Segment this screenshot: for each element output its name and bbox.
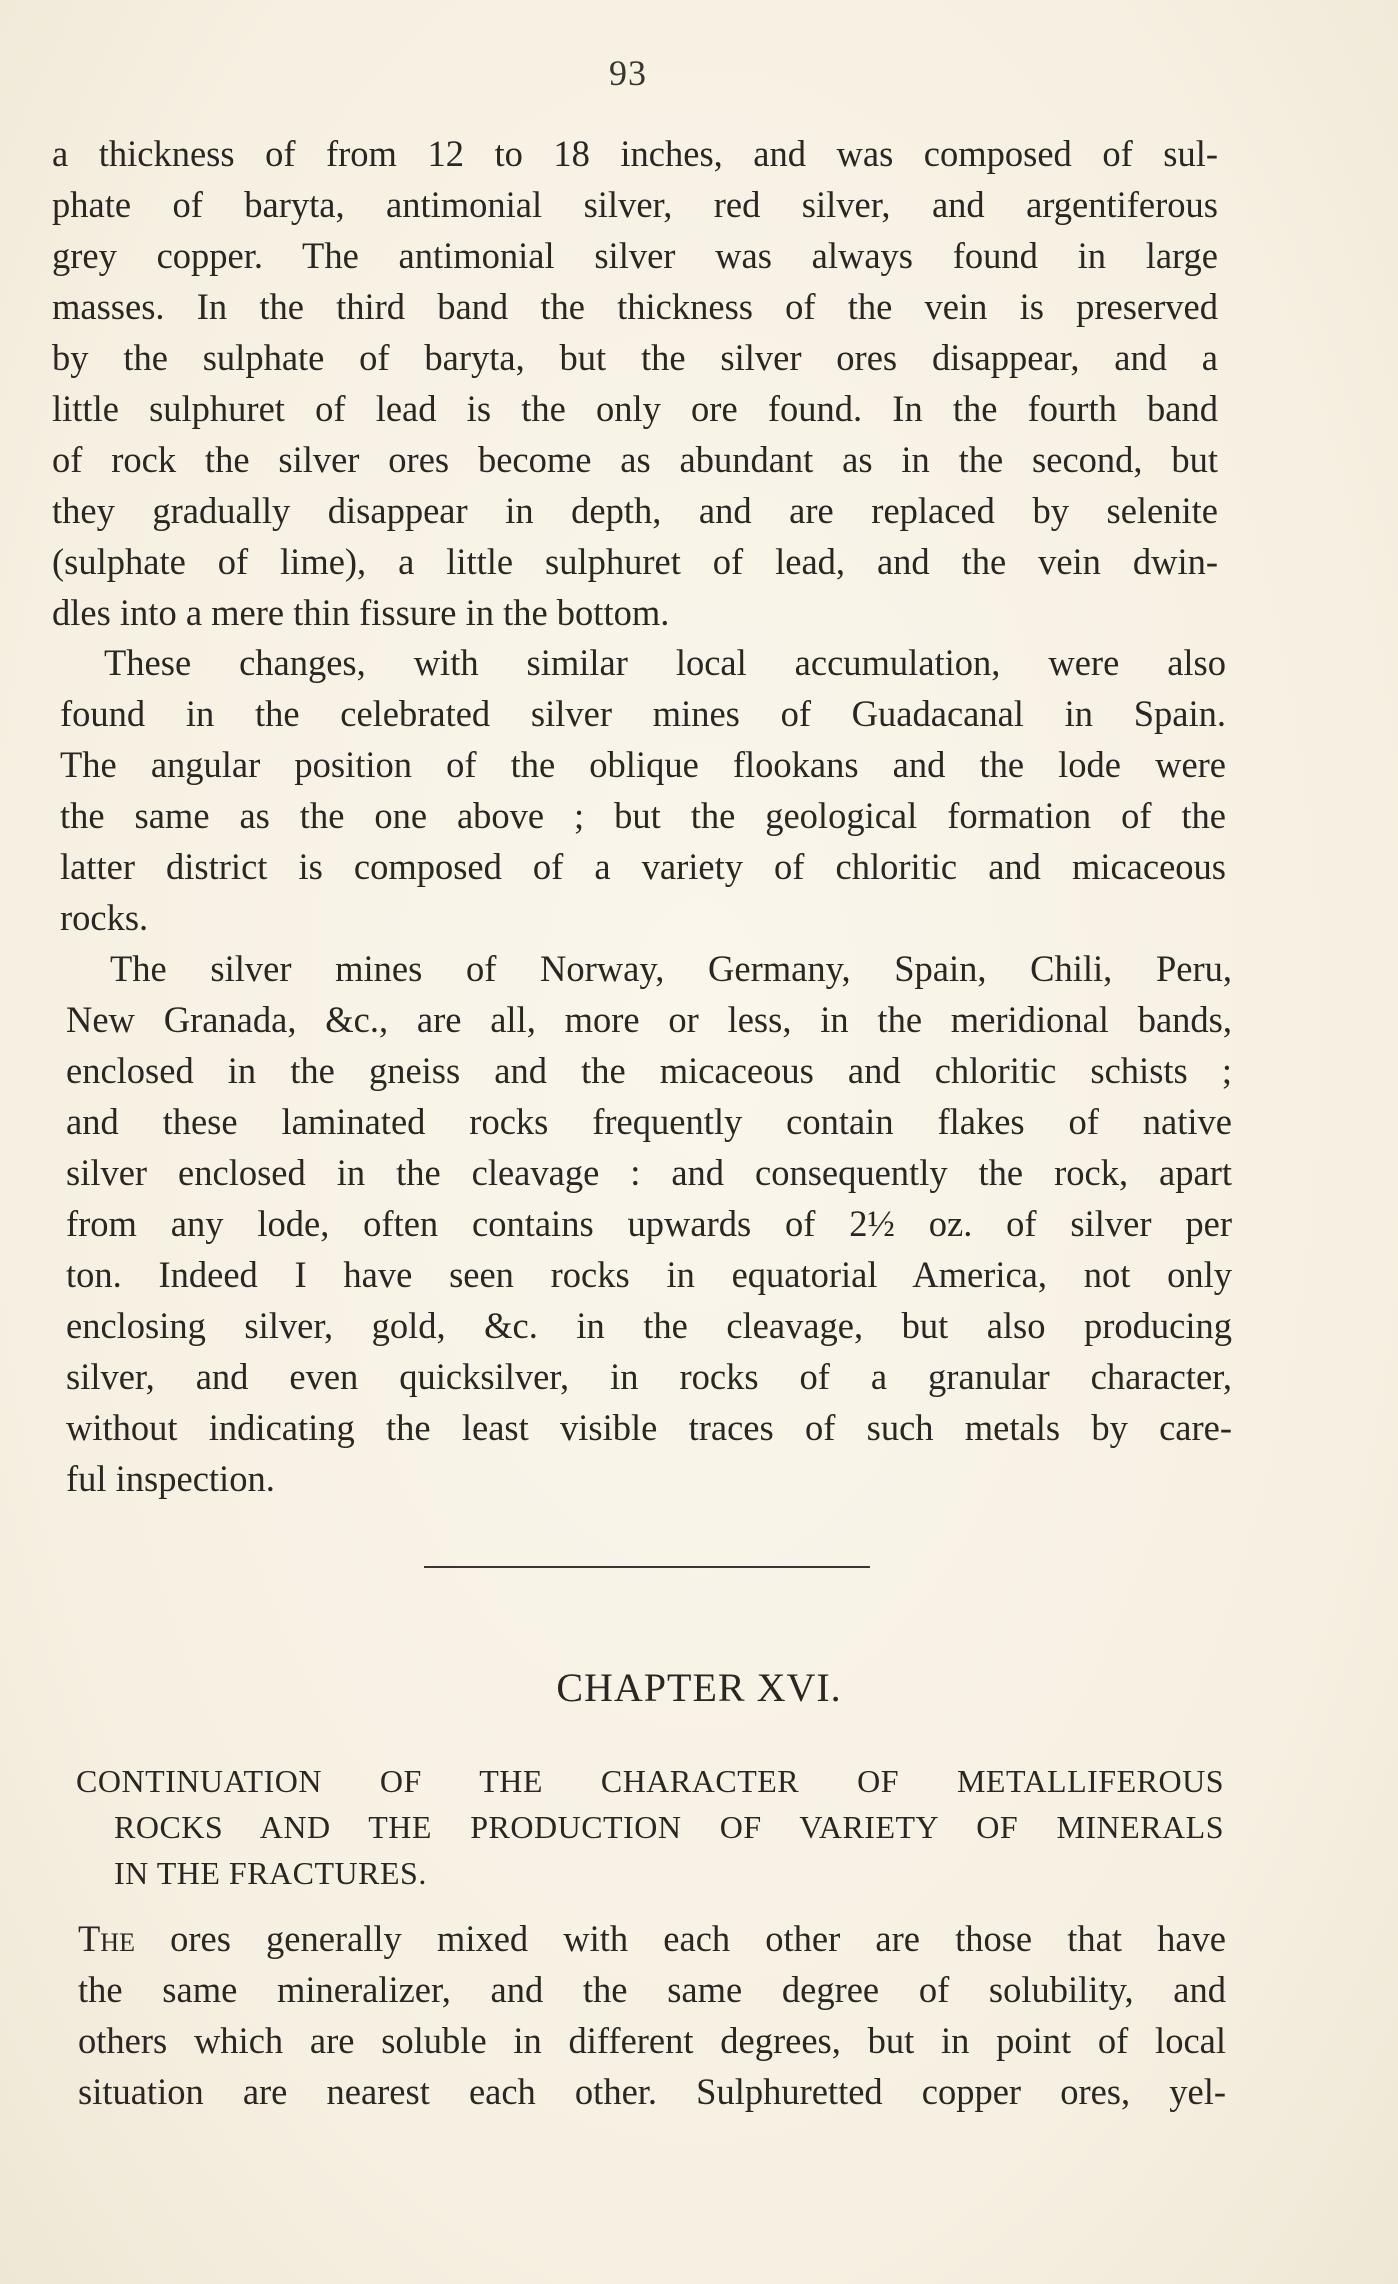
paragraph-3 (66, 943, 1232, 1504)
text-line: New Granada, &c., are all, more or less, in the meridional bands, (66, 999, 1232, 1040)
text-line: the same as the one above ; but the geological formation of the (60, 795, 1226, 836)
text-line: silver enclosed in the cleavage : and consequently the rock, apart (66, 1152, 1232, 1193)
text-line: from any lode, often contains upwards of 2½ oz. of silver per (66, 1203, 1232, 1244)
text-line: phate of baryta, antimonial silver, red silver, and argentiferous (52, 184, 1218, 225)
text-line (78, 1913, 1226, 1964)
text-line: by the sulphate of baryta, but the silver ores disappear, and a (52, 337, 1218, 378)
text-line: of rock the silver ores become as abundant as in the second, but (52, 439, 1218, 480)
text-line: ful inspection. (66, 1458, 275, 1499)
text-line: latter district is composed of a variety of chloritic and micaceous (60, 846, 1226, 887)
paragraph-1 (52, 128, 1218, 638)
subtitle-line: ROCKS AND THE PRODUCTION OF VARIETY OF MINERALS (114, 1809, 1224, 1845)
text-line: and these laminated rocks frequently contain flakes of native (66, 1101, 1232, 1142)
text-line: rocks. (60, 897, 149, 938)
text-line: These changes, with similar local accumulation, were also (104, 642, 1226, 683)
text-line: without indicating the least visible traces of such metals by care- (66, 1407, 1232, 1448)
opening-word: The (78, 1918, 135, 1959)
text-line: masses. In the third band the thickness of the vein is preserved (52, 286, 1218, 327)
chapter-title: CHAPTER XVI. (556, 1665, 842, 1710)
text-line: ton. Indeed I have seen rocks in equatorial America, not only (66, 1254, 1232, 1295)
opening-line-text: ores generally mixed with each other are those that have (134, 1918, 1226, 1959)
text-line: The angular position of the oblique flookans and the lode were (60, 744, 1226, 785)
subtitle-line: IN THE FRACTURES. (114, 1855, 427, 1891)
text-line: grey copper. The antimonial silver was always found in large (52, 235, 1218, 276)
text-line: found in the celebrated silver mines of Guadacanal in Spain. (60, 693, 1226, 734)
text-line: little sulphuret of lead is the only ore found. In the fourth band (52, 388, 1218, 429)
paragraph-4 (78, 1913, 1226, 2117)
text-line: they gradually disappear in depth, and are replaced by selenite (52, 490, 1218, 531)
text-line: situation are nearest each other. Sulphuretted copper ores, yel- (78, 2071, 1226, 2112)
text-line: (sulphate of lime), a little sulphuret of lead, and the vein dwin- (52, 541, 1218, 582)
text-line: the same mineralizer, and the same degree of solubility, and (78, 1969, 1226, 2010)
section-divider-rule (424, 1566, 870, 1568)
subtitle-line: CONTINUATION OF THE CHARACTER OF METALLIFEROUS (76, 1763, 1224, 1799)
text-line: a thickness of from 12 to 18 inches, and was composed of sul- (52, 133, 1218, 174)
paragraph-2 (60, 637, 1226, 943)
chapter-subtitle (76, 1758, 1224, 1896)
text-line: enclosing silver, gold, &c. in the cleavage, but also producing (66, 1305, 1232, 1346)
text-line: enclosed in the gneiss and the micaceous and chloritic schists ; (66, 1050, 1232, 1091)
text-line: others which are soluble in different degrees, but in point of local (78, 2020, 1226, 2061)
text-line: silver, and even quicksilver, in rocks of a granular character, (66, 1356, 1232, 1397)
text-line: dles into a mere thin fissure in the bottom. (52, 592, 670, 633)
page-number: 93 (609, 53, 647, 93)
text-line: The silver mines of Norway, Germany, Spain, Chili, Peru, (110, 948, 1232, 989)
